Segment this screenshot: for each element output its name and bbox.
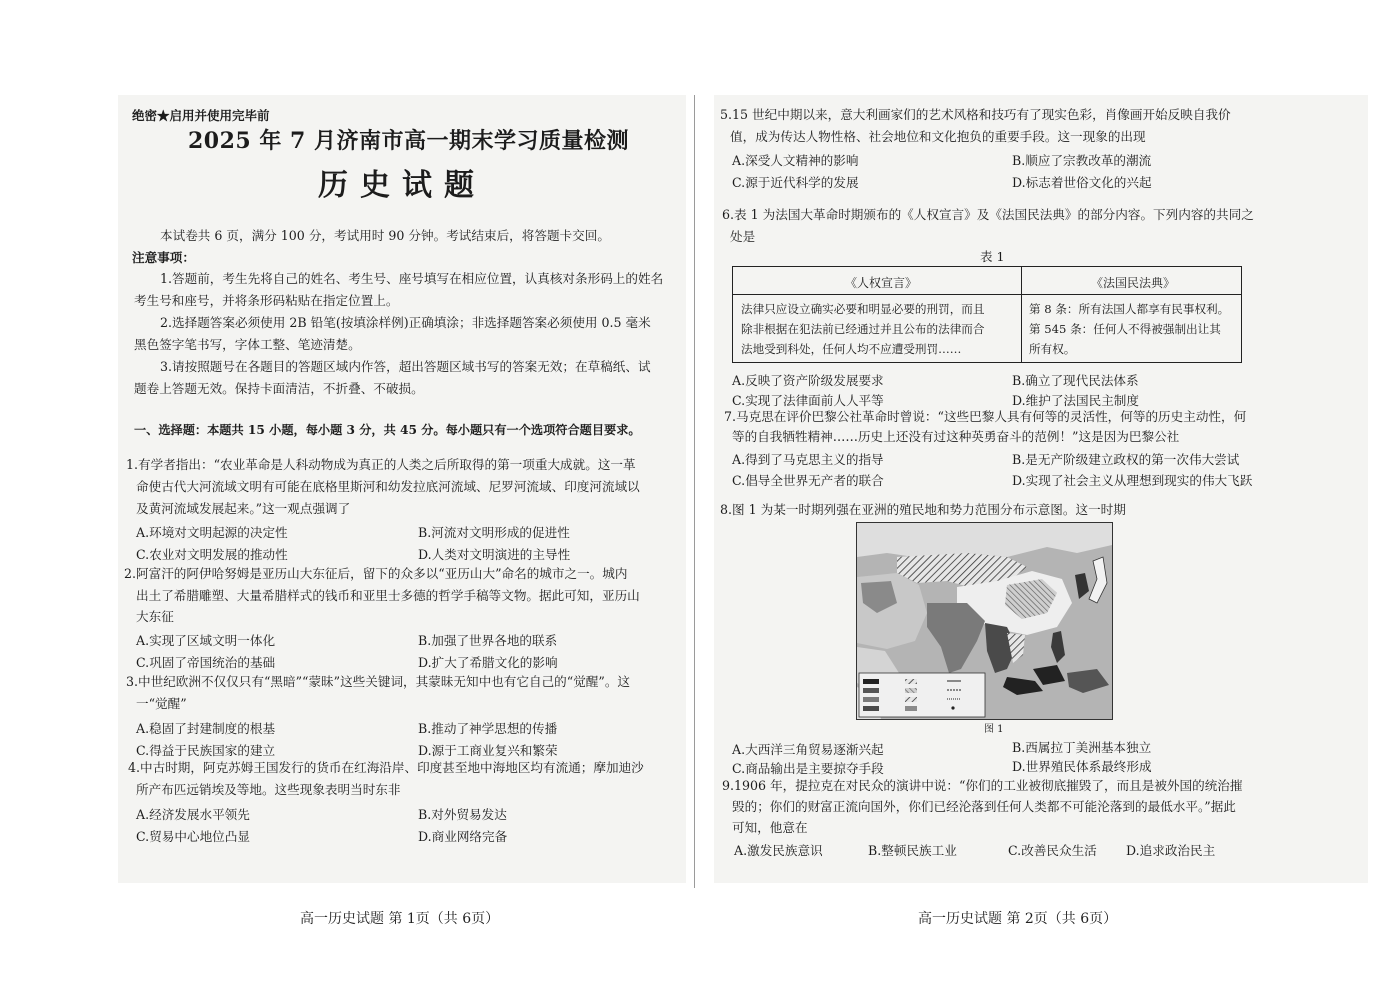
option-d[interactable]: D.世界殖民体系最终形成 bbox=[1012, 759, 1152, 774]
page-footer: 高一历史试题 第 1页（共 6页） bbox=[300, 911, 500, 927]
option-a[interactable]: A.环境对文明起源的决定性 bbox=[136, 525, 288, 540]
question-text: 9.1906 年，提拉克在对民众的演讲中说：“你们的工业被彻底摧毁了，而且是被外国的统治摧 bbox=[722, 778, 1243, 793]
table-cell-right: 第 545 条：任何人不得被强制出让其 bbox=[1029, 322, 1221, 336]
map-drawing bbox=[857, 523, 1112, 719]
legend-swatch-6 bbox=[905, 688, 917, 693]
question-text: 2.阿富汗的阿伊哈努姆是亚历山大东征后，留下的众多以“亚历山大”命名的城市之一。城内 bbox=[124, 566, 628, 581]
option-a[interactable]: A.反映了资产阶级发展要求 bbox=[732, 373, 884, 388]
question-text: 1.有学者指出：“农业革命是人科动物成为真正的人类之后所取得的第一项重大成就。这一革 bbox=[126, 457, 636, 472]
exam-title: 2025 年 7 月济南市高一期末学习质量检测 bbox=[188, 128, 630, 154]
option-b[interactable]: B.确立了现代民法体系 bbox=[1012, 373, 1139, 388]
secret-label: 绝密★启用并使用完毕前 bbox=[132, 108, 270, 123]
option-d[interactable]: D.维护了法国民主制度 bbox=[1012, 393, 1139, 408]
option-c[interactable]: C.商品输出是主要掠夺手段 bbox=[732, 761, 884, 776]
question-text: 一“觉醒” bbox=[136, 696, 187, 711]
figure-caption: 图 1 bbox=[984, 724, 1004, 735]
option-b[interactable]: B.推动了神学思想的传播 bbox=[418, 721, 558, 736]
legend-dot bbox=[951, 706, 954, 709]
table-header-divider bbox=[733, 294, 1241, 295]
option-a[interactable]: A.稳固了封建制度的根基 bbox=[136, 721, 276, 736]
question-text: 处是 bbox=[730, 229, 756, 244]
option-d[interactable]: D.追求政治民主 bbox=[1126, 843, 1216, 858]
question-text: 值，成为传达人物性格、社会地位和文化抱负的重要手段。这一现象的出现 bbox=[730, 129, 1146, 144]
table-cell-left: 法地受到科处，任何人均不应遭受刑罚…… bbox=[741, 342, 962, 356]
question-text: 5.15 世纪中期以来，意大利画家们的艺术风格和技巧有了现实色彩，肖像画开始反映自我价 bbox=[720, 107, 1231, 122]
option-a[interactable]: A.得到了马克思主义的指导 bbox=[732, 452, 884, 467]
question-text: 8.图 1 为某一时期列强在亚洲的殖民地和势力范围分布示意图。这一时期 bbox=[720, 502, 1126, 517]
notice-line: 考生号和座号，并将条形码粘贴在指定位置上。 bbox=[134, 293, 399, 308]
legend-swatch-1 bbox=[863, 679, 879, 684]
option-b[interactable]: B.西属拉丁美洲基本独立 bbox=[1012, 740, 1152, 755]
table-caption: 表 1 bbox=[980, 249, 1005, 264]
section-heading: 一、选择题：本题共 15 小题，每小题 3 分，共 45 分。每小题只有一个选项符合题目要求。 bbox=[134, 423, 641, 437]
table-header-left: 《人权宣言》 bbox=[845, 276, 918, 290]
notice-line: 2.选择题答案必须使用 2B 铅笔(按填涂样例)正确填涂；非选择题答案必须使用 0.5 毫米 bbox=[160, 315, 651, 330]
option-b[interactable]: B.顺应了宗教改革的潮流 bbox=[1012, 153, 1152, 168]
option-c[interactable]: C.实现了法律面前人人平等 bbox=[732, 393, 884, 408]
table-cell-left: 法律只应设立确实必要和明显必要的刑罚，而且 bbox=[741, 302, 985, 316]
option-c[interactable]: C.改善民众生活 bbox=[1008, 843, 1097, 858]
page-footer: 高一历史试题 第 2页（共 6页） bbox=[918, 911, 1118, 927]
legend-swatch-5 bbox=[905, 679, 917, 684]
question-text: 3.中世纪欧洲不仅仅只有“黑暗”“蒙昧”这些关键词，其蒙昧无知中也有它自己的“觉醒”。这 bbox=[126, 674, 631, 689]
option-c[interactable]: C.贸易中心地位凸显 bbox=[136, 829, 250, 844]
question-text: 出土了希腊雕塑、大量希腊样式的钱币和亚里士多德的哲学手稿等文物。据此可知，亚历山 bbox=[136, 588, 640, 603]
notice-line: 黑色签字笔书写，字体工整、笔迹清楚。 bbox=[134, 337, 361, 352]
option-d[interactable]: D.扩大了希腊文化的影响 bbox=[418, 655, 558, 670]
option-d[interactable]: D.标志着世俗文化的兴起 bbox=[1012, 175, 1152, 190]
question-text: 所产布匹远销埃及等地。这些现象表明当时东非 bbox=[136, 782, 401, 797]
question-text: 等的自我牺牲精神……历史上还没有过这种英勇奋斗的范例！”这是因为巴黎公社 bbox=[732, 429, 1180, 444]
notice-heading: 注意事项： bbox=[132, 250, 195, 265]
question-text: 及黄河流域发展起来。”这一观点强调了 bbox=[136, 501, 351, 516]
option-b[interactable]: B.整顿民族工业 bbox=[868, 843, 957, 858]
asia-colonial-map bbox=[856, 522, 1113, 720]
legend-swatch-2 bbox=[863, 688, 879, 693]
subject-title: 历史试题 bbox=[318, 168, 486, 203]
table-cell-left: 除非根据在犯法前已经通过并且公布的法律而合 bbox=[741, 322, 985, 336]
notice-line: 3.请按照题号在各题目的答题区域内作答，超出答题区域书写的答案无效；在草稿纸、试 bbox=[160, 359, 651, 374]
notice-line: 1.答题前，考生先将自己的姓名、考生号、座号填写在相应位置，认真核对条形码上的姓名 bbox=[160, 271, 664, 286]
option-b[interactable]: B.对外贸易发达 bbox=[418, 807, 507, 822]
question-text: 命使古代大河流域文明有可能在底格里斯河和幼发拉底河流域、尼罗河流域、印度河流域以 bbox=[136, 479, 640, 494]
option-b[interactable]: B.是无产阶级建立政权的第一次伟大尝试 bbox=[1012, 452, 1240, 467]
page-divider bbox=[694, 95, 695, 888]
option-b[interactable]: B.加强了世界各地的联系 bbox=[418, 633, 558, 648]
legend-swatch-7 bbox=[905, 697, 917, 702]
question-text: 大东征 bbox=[136, 609, 174, 624]
option-a[interactable]: A.激发民族意识 bbox=[734, 843, 823, 858]
option-d[interactable]: D.实现了社会主义从理想到现实的伟大飞跃 bbox=[1012, 473, 1253, 488]
question-text: 6.表 1 为法国大革命时期颁布的《人权宣言》及《法国民法典》的部分内容。下列内容的共同之 bbox=[722, 207, 1254, 222]
table-cell-right: 所有权。 bbox=[1029, 342, 1076, 356]
legend-swatch-4 bbox=[863, 706, 879, 711]
table-cell-right: 第 8 条：所有法国人都享有民事权利。 bbox=[1029, 302, 1230, 316]
option-d[interactable]: D.源于工商业复兴和繁荣 bbox=[418, 743, 558, 758]
option-c[interactable]: C.得益于民族国家的建立 bbox=[136, 743, 276, 758]
question-text: 毁的；你们的财富正流向国外，你们已经沦落到任何人类都不可能沦落到的最低水平。”据此 bbox=[732, 799, 1236, 814]
comparison-table bbox=[732, 266, 1242, 363]
question-text: 7.马克思在评价巴黎公社革命时曾说：“这些巴黎人具有何等的灵活性，何等的历史主动性，何 bbox=[724, 409, 1247, 424]
exam-intro: 本试卷共 6 页，满分 100 分，考试用时 90 分钟。考试结束后，将答题卡交回。 bbox=[160, 228, 610, 243]
option-a[interactable]: A.大西洋三角贸易逐渐兴起 bbox=[732, 742, 884, 757]
option-a[interactable]: A.实现了区域文明一体化 bbox=[136, 633, 276, 648]
option-c[interactable]: C.源于近代科学的发展 bbox=[732, 175, 859, 190]
option-c[interactable]: C.倡导全世界无产者的联合 bbox=[732, 473, 884, 488]
notice-line: 题卷上答题无效。保持卡面清洁，不折叠、不破损。 bbox=[134, 381, 424, 396]
legend-swatch-8 bbox=[905, 706, 917, 711]
option-d[interactable]: D.商业网络完备 bbox=[418, 829, 508, 844]
exam-page-2 bbox=[696, 0, 1392, 983]
legend-swatch-3 bbox=[863, 697, 879, 702]
option-c[interactable]: C.巩固了帝国统治的基础 bbox=[136, 655, 276, 670]
question-text: 4.中古时期，阿克苏姆王国发行的货币在红海沿岸、印度甚至地中海地区均有流通；摩加迪沙 bbox=[128, 760, 644, 775]
option-a[interactable]: A.深受人文精神的影响 bbox=[732, 153, 859, 168]
option-d[interactable]: D.人类对文明演进的主导性 bbox=[418, 547, 571, 562]
option-a[interactable]: A.经济发展水平领先 bbox=[136, 807, 250, 822]
table-column-divider bbox=[1021, 267, 1022, 362]
table-header-right: 《法国民法典》 bbox=[1091, 276, 1176, 290]
option-b[interactable]: B.河流对文明形成的促进性 bbox=[418, 525, 570, 540]
question-text: 可知，他意在 bbox=[732, 820, 808, 835]
option-c[interactable]: C.农业对文明发展的推动性 bbox=[136, 547, 288, 562]
